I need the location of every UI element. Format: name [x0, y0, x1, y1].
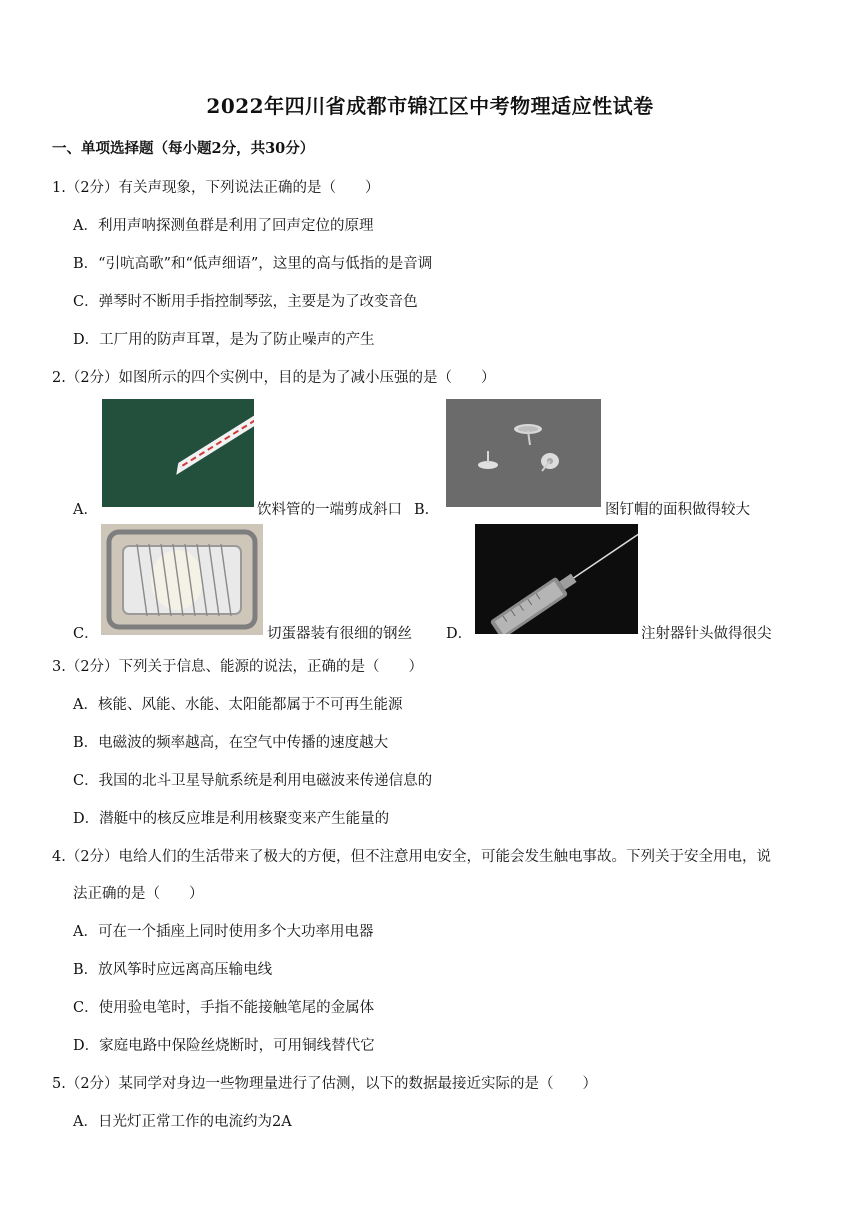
syringe-image [475, 524, 638, 634]
section-heading: 一、单项选择题（每小题2分，共30分） [52, 140, 315, 157]
question-1-option-c: C．弹琴时不断用手指控制琴弦，主要是为了改变音色 [73, 294, 418, 310]
exam-title: 2022年四川省成都市锦江区中考物理适应性试卷 [206, 94, 654, 118]
question-4-option-a: A．可在一个插座上同时使用多个大功率用电器 [73, 924, 374, 940]
question-1-option-d: D．工厂用的防声耳罩，是为了防止噪声的产生 [73, 332, 375, 348]
thumbtack-image [446, 399, 601, 507]
question-3-option-c: C．我国的北斗卫星导航系统是利用电磁波来传递信息的 [73, 773, 433, 789]
question-2-option-d-text: 注射器针头做得很尖 [641, 626, 772, 642]
straw-image [102, 399, 254, 507]
question-2-option-c-text: 切蛋器装有很细的钢丝 [267, 626, 412, 642]
question-3-option-b: B．电磁波的频率越高，在空气中传播的速度越大 [73, 735, 389, 751]
question-1-option-a: A．利用声呐探测鱼群是利用了回声定位的原理 [73, 218, 374, 234]
question-3-option-d: D．潜艇中的核反应堆是利用核聚变来产生能量的 [73, 811, 390, 827]
question-2-option-d-letter: D． [446, 626, 473, 642]
question-2-option-b-text: 图钉帽的面积做得较大 [605, 502, 750, 518]
question-2-option-c-letter: C． [73, 626, 99, 642]
question-4-stem-line-1: 4.（2分）电给人们的生活带来了极大的方便，但不注意用电安全，可能会发生触电事故。下列关于安全用电，说 [52, 849, 772, 865]
question-4-option-d: D．家庭电路中保险丝烧断时，可用铜线替代它 [73, 1038, 375, 1054]
question-4-option-c: C．使用验电笔时，手指不能接触笔尾的金属体 [73, 1000, 375, 1016]
question-2-stem: 2.（2分）如图所示的四个实例中，目的是为了减小压强的是（ ） [52, 370, 496, 386]
question-5-option-a: A．日光灯正常工作的电流约为2A [73, 1114, 292, 1130]
egg-slicer-image [101, 524, 263, 635]
question-3-stem: 3.（2分）下列关于信息、能源的说法，正确的是（ ） [52, 659, 424, 675]
question-2-option-a-letter: A． [73, 502, 98, 518]
question-4-stem-line-2: 法正确的是（ ） [73, 886, 204, 902]
question-3-option-a: A．核能、风能、水能、太阳能都属于不可再生能源 [73, 697, 403, 713]
question-1-option-b: B．“引吭高歌”和“低声细语”，这里的高与低指的是音调 [73, 256, 433, 272]
question-1-stem: 1.（2分）有关声现象，下列说法正确的是（ ） [52, 180, 380, 196]
question-2-option-a-text: 饮料管的一端剪成斜口 [257, 502, 402, 518]
question-4-option-b: B．放风筝时应远离高压输电线 [73, 962, 273, 978]
question-2-option-b-letter: B． [414, 502, 440, 518]
question-5-stem: 5.（2分）某同学对身边一些物理量进行了估测，以下的数据最接近实际的是（ ） [52, 1076, 598, 1092]
